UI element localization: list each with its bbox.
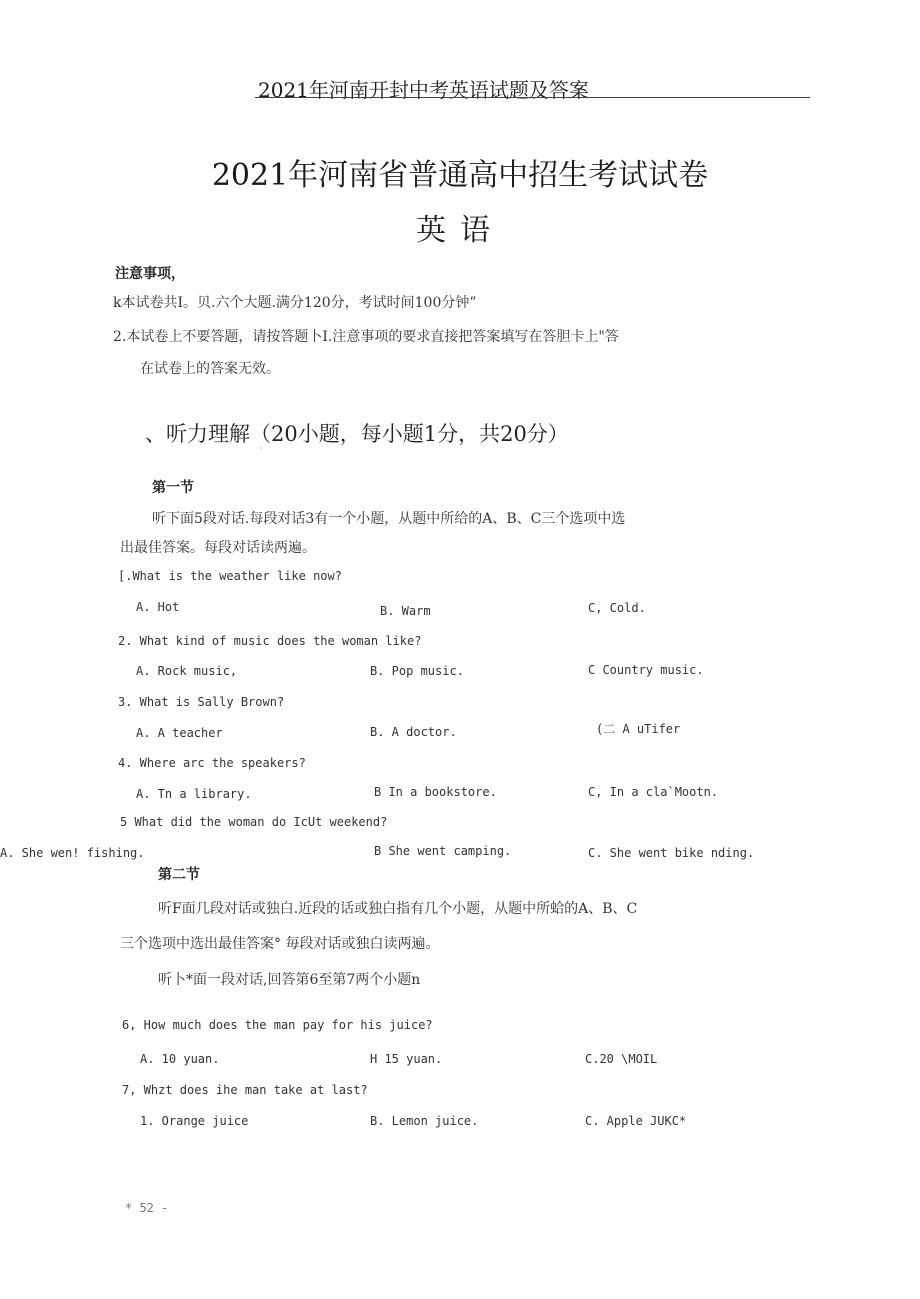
- part1-instruction-line-1: 听下面5段对话.每段对话3有一个小题，从题中所给的A、B、C三个选项中选: [152, 511, 626, 527]
- part2-instruction-line-2: 三个选项中选出最佳答案° 毎段对话或独白读两遍。: [120, 936, 440, 952]
- question-2-option-a: A. Rock music,: [136, 664, 238, 678]
- stray-mark: ': [260, 446, 263, 455]
- question-1-option-a: A. Hot: [136, 600, 180, 614]
- header-underline: [255, 97, 810, 98]
- section-heading-listening: 、听力理解（20小题，每小题1分，共20分）: [145, 422, 569, 446]
- notice-line-1: k本试卷共I。贝.六个大题.满分120分，考试时间100分钟”: [113, 295, 477, 311]
- question-4-option-a: A. Tn a library.: [136, 787, 252, 801]
- question-7-option-c: C. Apple JUKC*: [585, 1114, 687, 1128]
- question-2-option-c: C Country music.: [588, 663, 704, 677]
- question-4-option-b: B In a bookstore.: [374, 785, 497, 799]
- question-3: 3. What is Sally Brown?: [118, 695, 285, 709]
- question-5-option-b: B She went camping.: [374, 844, 512, 858]
- notice-heading: 注意事项，: [115, 266, 185, 282]
- question-3-option-c: (二 A uTifer: [596, 722, 681, 736]
- part2-heading: 第二节: [158, 867, 200, 883]
- part1-instruction-line-2: 出最佳答案。每段对话读两遍。: [120, 540, 316, 556]
- notice-line-3: 在试卷上的答案无效。: [140, 361, 280, 377]
- question-1-option-b: B. Warm: [380, 604, 431, 618]
- question-2: 2. What kind of music does the woman like?: [118, 634, 422, 648]
- question-2-option-b: B. Pop music.: [370, 664, 464, 678]
- question-3-option-b: B. A doctor.: [370, 725, 457, 739]
- question-7: 7, Whzt does ihe man take at last?: [122, 1083, 368, 1097]
- subject-title: 英语: [416, 213, 504, 248]
- document-header-title: 2021年河南开封中考英语试题及答案: [258, 78, 589, 102]
- question-7-option-a: 1. Orange juice: [140, 1114, 249, 1128]
- notice-line-2: 2.本试卷上不要答题，请按答题卜I.注意事项的要求直接把答案填写在答胆卡上"答: [113, 329, 619, 345]
- part2-instruction-line-1: 听F面几段对话或独白.近段的话或独白指有几个小题，从题中所蛤的A、B、C: [158, 901, 638, 917]
- question-6: 6, How much does the man pay for his juice?: [122, 1018, 433, 1032]
- question-5-option-a: A. She wen! fishing.: [0, 846, 145, 860]
- exam-title: 2021年河南省普通高中招生考试试卷: [211, 158, 709, 193]
- question-4-option-c: C, In a cla`Mootn.: [588, 785, 719, 799]
- question-5: 5 What did the woman do IcUt weekend?: [120, 815, 388, 829]
- part1-heading: 第一节: [152, 480, 194, 496]
- question-6-option-c: C.20 \MOIL: [585, 1052, 658, 1066]
- question-1: [.What is the weather like now?: [118, 569, 342, 583]
- page-number: * 52 -: [125, 1201, 169, 1215]
- part2-instruction-line-3: 听卜*面一段对话,回答第6至第7两个小题n: [158, 972, 421, 988]
- question-3-option-a: A. A teacher: [136, 726, 223, 740]
- question-4: 4. Where arc the speakers?: [118, 756, 306, 770]
- question-7-option-b: B. Lemon juice.: [370, 1114, 479, 1128]
- question-6-option-b: H 15 yuan.: [370, 1052, 443, 1066]
- question-1-option-c: C, Cold.: [588, 601, 646, 615]
- question-5-option-c: C. She went bike nding.: [588, 846, 755, 860]
- question-6-option-a: A. 10 yuan.: [140, 1052, 220, 1066]
